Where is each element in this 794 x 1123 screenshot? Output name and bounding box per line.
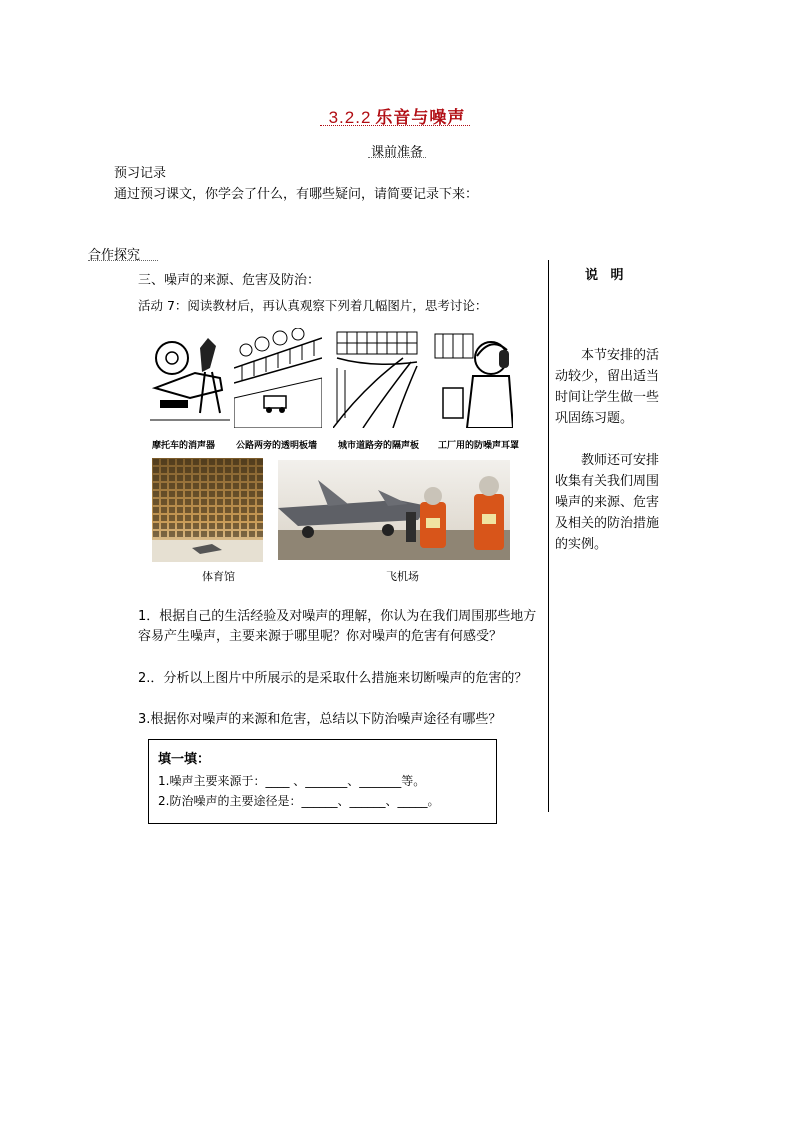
sidebar-title: 说 明 (585, 268, 628, 283)
preview-text: 通过预习课文，你学会了什么，有哪些疑问，请简要记录下来： (114, 187, 479, 202)
caption-road-barrier: 城市道路旁的隔声板 (338, 441, 420, 451)
subtitle: 课前准备 (370, 145, 423, 160)
column-divider (548, 260, 549, 812)
title-number: 3.2.2 (328, 108, 372, 127)
section-underline (88, 260, 158, 261)
sidebar-para-1: 本节安排的活动较少，留出适当时间让学生做一些巩固练习题。 (555, 348, 660, 426)
gymnasium-photo (152, 458, 263, 562)
motorcycle-muffler-illustration (150, 328, 230, 428)
question-1: 1．根据自己的生活经验及对噪声的理解，你认为在我们周围那些地方容易产生噪声，主要来源于哪里呢？你对噪声的危害有何感受？ (138, 609, 537, 644)
title-text: 乐音与噪声 (375, 108, 466, 128)
factory-ear-muffs-illustration (433, 328, 513, 428)
subtitle-underline (368, 157, 426, 158)
sidebar-para-2: 教师还可安排收集有关我们周围噪声的来源、危害及相关的防治措施的实例。 (555, 453, 660, 552)
title-underline (320, 125, 470, 126)
section-heading: 三、噪声的来源、危害及防治： (138, 273, 321, 288)
caption-transparent-barrier: 公路两旁的透明板墙 (236, 441, 318, 451)
caption-muffler: 摩托车的消声器 (152, 441, 216, 451)
question-2: 2.．分析以上图片中所展示的是采取什么措施来切断噪声的危害的？ (138, 671, 528, 686)
fill-in-line-2: 2.防治噪声的主要途径是：______、______、_____。 (158, 794, 440, 808)
preview-label: 预习记录 (114, 166, 167, 181)
fill-in-line-1: 1.噪声主要来源于：____ 、_______、_______等。 (158, 774, 426, 788)
road-sound-barrier-illustration (333, 328, 421, 428)
airport-photo (278, 460, 510, 560)
section-label: 合作探究 (88, 248, 141, 263)
caption-gymnasium: 体育馆 (202, 570, 235, 583)
question-3: 3.根据你对噪声的来源和危害，总结以下防治噪声途径有哪些？ (138, 712, 502, 727)
fill-in-title: 填一填： (158, 752, 211, 767)
caption-ear-muffs: 工厂用的防噪声耳罩 (438, 441, 520, 451)
caption-airport: 飞机场 (386, 570, 419, 583)
transparent-barrier-illustration (234, 328, 322, 428)
activity-text: 活动 7：阅读教材后，再认真观察下列着几幅图片，思考讨论： (138, 298, 488, 313)
